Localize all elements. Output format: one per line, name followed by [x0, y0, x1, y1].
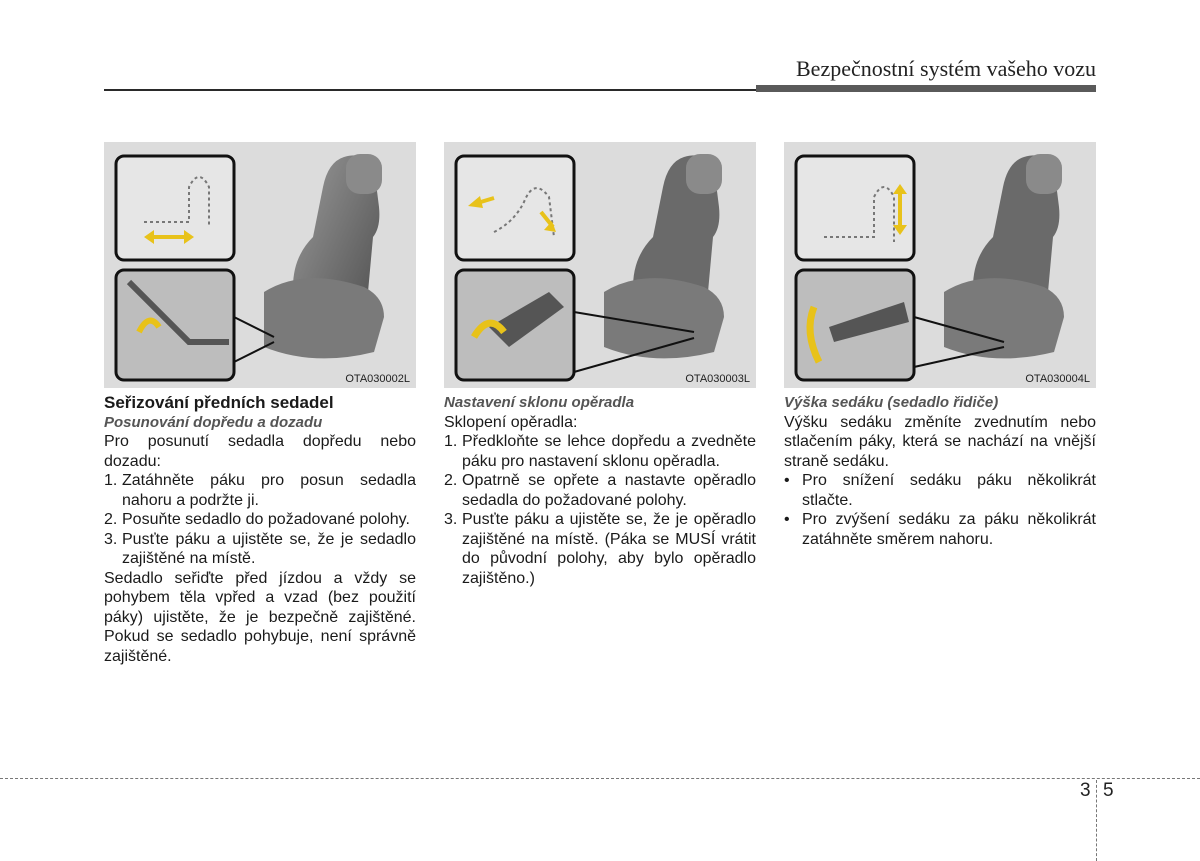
figure-code: OTA030002L	[345, 373, 410, 385]
backrest-recline-illustration	[444, 142, 756, 388]
chapter-number: 3	[1080, 780, 1091, 801]
list-item	[104, 471, 416, 510]
seat-height-illustration	[784, 142, 1096, 388]
step-text: Předkloňte se lehce dopředu a zvedněte páku pro nastavení sklonu opěradla.	[462, 433, 756, 470]
paragraph-intro: Výšku sedáku změníte zvednutím nebo stlačením páky, která se nachází na vnější straně sedáku.	[784, 413, 1096, 470]
step-number: 2.	[444, 472, 458, 489]
list-item	[784, 471, 1096, 510]
steps-list	[104, 471, 416, 569]
figure-seat-height	[784, 142, 1096, 388]
list-item	[444, 510, 756, 588]
figure-seat-slide	[104, 142, 416, 388]
bullet-mark: •	[784, 472, 790, 489]
list-item	[104, 530, 416, 569]
paragraph-intro: Pro posunutí sedadla dopředu nebo dozadu:	[104, 433, 416, 470]
column-seat-height	[784, 393, 1096, 549]
list-item	[104, 510, 416, 530]
list-item	[444, 471, 756, 510]
seat-slide-illustration	[104, 142, 416, 388]
paragraph-closing: Sedadlo seřiďte před jízdou a vždy se pohybem těla vpřed a vzad (bez použití páky) ujistěte, že je bezpečně zajištěné. Pokud se sedadlo pohybuje, není správně zajištěné.	[104, 569, 416, 665]
step-text: Opatrně se opřete a nastavte opěradlo sedadla do požadované polohy.	[462, 472, 756, 509]
bullet-list	[784, 471, 1096, 549]
step-text: Posuňte sedadlo do požadované polohy.	[122, 511, 410, 528]
step-text: Zatáhněte páku pro posun sedadla nahoru a podržte ji.	[122, 472, 416, 509]
step-text: Pusťte páku a ujistěte se, že je opěradlo zajištěné na místě. (Páka se MUSÍ vrátit do původní polohy, aby bylo opěradlo zajištěno.)	[462, 511, 756, 587]
steps-list	[444, 432, 756, 588]
subsection-heading: Nastavení sklonu opěradla	[444, 394, 635, 411]
step-text: Pusťte páku a ujistěte se, že je sedadlo zajištěné na místě.	[122, 530, 416, 567]
header-rule-accent	[756, 85, 1096, 92]
figure-backrest-recline	[444, 142, 756, 388]
step-number: 1.	[444, 433, 458, 450]
bullet-mark: •	[784, 511, 790, 528]
paragraph-intro: Sklopení opěradla:	[444, 413, 578, 431]
column-backrest	[444, 393, 756, 588]
step-number: 2.	[104, 511, 118, 528]
subsection-heading: Posunování dopředu a dozadu	[104, 413, 323, 431]
figure-code: OTA030004L	[1025, 373, 1090, 385]
subsection-heading: Výška sedáku (sedadlo řidiče)	[784, 394, 999, 411]
section-heading: Seřizování předních sedadel	[104, 393, 334, 412]
step-number: 3.	[104, 530, 118, 548]
figure-code: OTA030003L	[685, 373, 750, 385]
column-seat-adjustment	[104, 393, 416, 666]
bullet-text: Pro zvýšení sedáku za páku několikrát zatáhněte směrem nahoru.	[802, 511, 1096, 548]
list-item	[444, 432, 756, 471]
page-header-title: Bezpečnostní systém vašeho vozu	[796, 56, 1096, 81]
page-number: 5	[1103, 780, 1114, 801]
footer-divider	[0, 778, 1200, 779]
footer-page-divider	[1096, 780, 1097, 861]
step-number: 3.	[444, 511, 458, 528]
step-number: 1.	[104, 472, 118, 489]
list-item	[784, 510, 1096, 549]
bullet-text: Pro snížení sedáku páku několikrát stlačte.	[802, 472, 1096, 509]
